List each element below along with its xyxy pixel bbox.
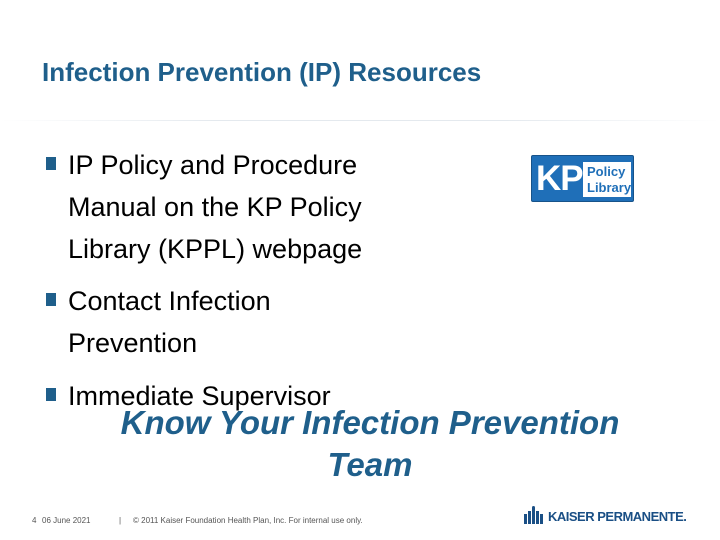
kaiser-permanente-logo — [524, 506, 687, 526]
bullet-item-contact-ip — [42, 280, 271, 364]
page-number: 4 — [32, 516, 37, 525]
footer-separator: | — [119, 516, 122, 525]
title-divider — [0, 120, 720, 121]
bullet-text: Contact Infection Prevention — [68, 286, 271, 358]
bullet-item-policy-manual — [42, 144, 362, 270]
bullet-square-icon — [46, 388, 56, 401]
bullet-text: IP Policy and Procedure Manual on the KP Policy Library (KPPL) webpage — [68, 150, 363, 264]
bullet-text: Immediate Supervisor — [68, 381, 331, 411]
kppl-logo-word-policy: Policy — [587, 164, 626, 179]
footer-copyright: © 2011 Kaiser Foundation Health Plan, Inc. For internal use only. — [133, 516, 363, 525]
kp-policy-library-logo — [531, 155, 634, 202]
bullet-square-icon — [46, 157, 56, 170]
kppl-logo-word-library: Library — [587, 180, 632, 195]
callout-text: Know Your Infection Prevention Team — [120, 404, 620, 483]
bullet-square-icon — [46, 293, 56, 306]
kaiser-permanente-wordmark: KAISER PERMANENTE. — [548, 509, 687, 524]
kppl-logo-kp: KP — [536, 159, 583, 198]
kaiser-permanente-symbol-icon — [524, 506, 546, 524]
footer-date: 06 June 2021 — [42, 516, 91, 525]
kppl-logo-words — [583, 162, 631, 197]
slide-title: Infection Prevention (IP) Resources — [42, 57, 482, 87]
